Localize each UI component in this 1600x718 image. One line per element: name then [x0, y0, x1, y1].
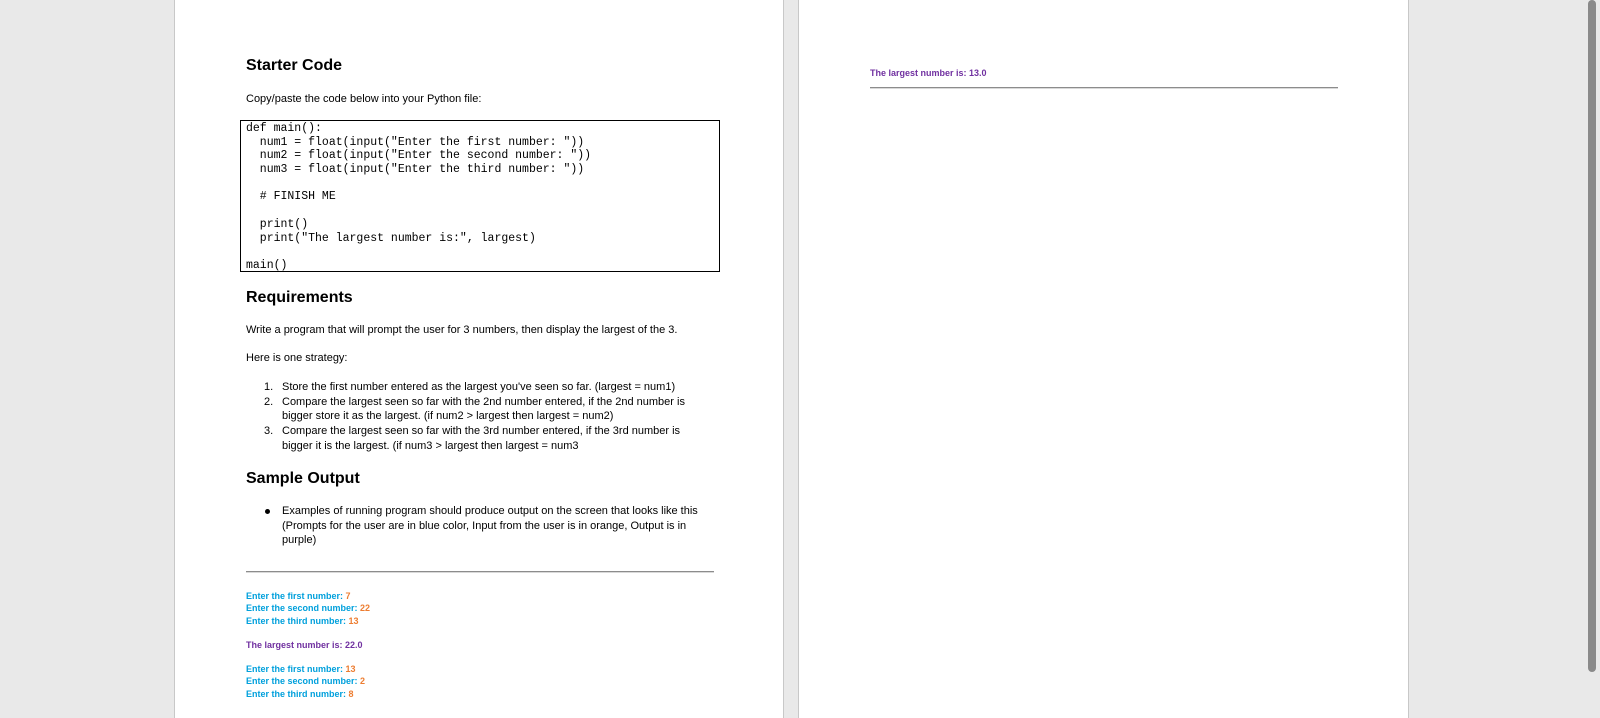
document-page-right	[798, 0, 1409, 718]
input-text: 22	[360, 603, 371, 613]
prompt-text: Enter the second number:	[246, 676, 358, 686]
requirements-heading: Requirements	[246, 289, 353, 306]
input-text: 2	[360, 676, 366, 686]
sample-run-1-line-1	[246, 590, 351, 602]
list-item-text: Compare the largest seen so far with the 3rd number entered, if the 3rd number is	[282, 425, 681, 438]
input-text: 7	[345, 591, 351, 601]
strategy-list	[246, 380, 685, 454]
list-item-text: bigger store it as the largest. (if num2 > largest then largest = num2)	[282, 410, 614, 423]
code-line	[246, 204, 714, 218]
list-number: 2.	[264, 395, 274, 408]
list-item	[246, 424, 685, 453]
sample-run-1-result: The largest number is: 22.0	[246, 640, 363, 650]
list-item-text: bigger it is the largest. (if num3 > largest then largest = num3	[282, 439, 579, 452]
code-line: num1 = float(input("Enter the first number: "))	[246, 135, 585, 149]
sample-run-2-line-2	[246, 675, 365, 687]
sample-output-list	[246, 504, 698, 548]
list-item-text: Examples of running program should produce output on the screen that looks like this	[282, 505, 698, 517]
input-text: 13	[348, 616, 359, 626]
list-item	[246, 380, 685, 395]
input-text: 8	[348, 689, 354, 699]
list-number: 1.	[264, 381, 274, 393]
code-line	[246, 245, 714, 259]
horizontal-rule	[870, 87, 1338, 89]
input-text: 13	[345, 664, 356, 674]
sample-run-2-line-3	[246, 688, 354, 700]
strategy-intro: Here is one strategy:	[246, 352, 348, 364]
list-item-text: (Prompts for the user are in blue color, Input from the user is in orange, Output is in	[282, 519, 687, 532]
sample-run-1-line-3	[246, 615, 359, 627]
requirements-text: Write a program that will prompt the user for 3 numbers, then display the largest of the 3.	[246, 324, 678, 336]
scrollbar-thumb[interactable]	[1588, 0, 1596, 672]
sample-run-1-line-2	[246, 602, 370, 614]
starter-code-heading: Starter Code	[246, 57, 343, 74]
code-line: print()	[246, 217, 309, 231]
sample-run-2-result: The largest number is: 13.0	[870, 68, 987, 78]
code-line: print("The largest number is:", largest)	[246, 231, 536, 245]
document-page-left	[174, 0, 784, 718]
list-number: 3.	[264, 425, 274, 438]
list-item-text: purple)	[282, 534, 317, 547]
code-line: num2 = float(input("Enter the second number: "))	[246, 149, 592, 163]
prompt-text: Enter the second number:	[246, 603, 358, 613]
code-line: main()	[246, 258, 288, 272]
code-line: def main():	[246, 122, 322, 135]
bullet-icon	[265, 509, 270, 514]
sample-output-heading: Sample Output	[246, 470, 360, 487]
list-item-text: Store the first number entered as the largest you've seen so far. (largest = num1)	[282, 381, 676, 393]
prompt-text: Enter the third number:	[246, 689, 347, 699]
horizontal-rule	[246, 571, 714, 573]
list-item-text: Compare the largest seen so far with the 2nd number entered, if the 2nd number is	[282, 395, 685, 408]
prompt-text: Enter the first number:	[246, 591, 344, 601]
code-line: num3 = float(input("Enter the third number: "))	[246, 163, 585, 177]
starter-code-intro: Copy/paste the code below into your Python file:	[246, 93, 482, 105]
list-item	[246, 504, 698, 548]
code-line	[246, 177, 714, 191]
code-line: # FINISH ME	[246, 190, 336, 204]
code-block[interactable]	[240, 120, 720, 272]
sample-run-2-line-1	[246, 663, 356, 675]
prompt-text: Enter the third number:	[246, 616, 347, 626]
prompt-text: Enter the first number:	[246, 664, 344, 674]
list-item	[246, 395, 685, 424]
